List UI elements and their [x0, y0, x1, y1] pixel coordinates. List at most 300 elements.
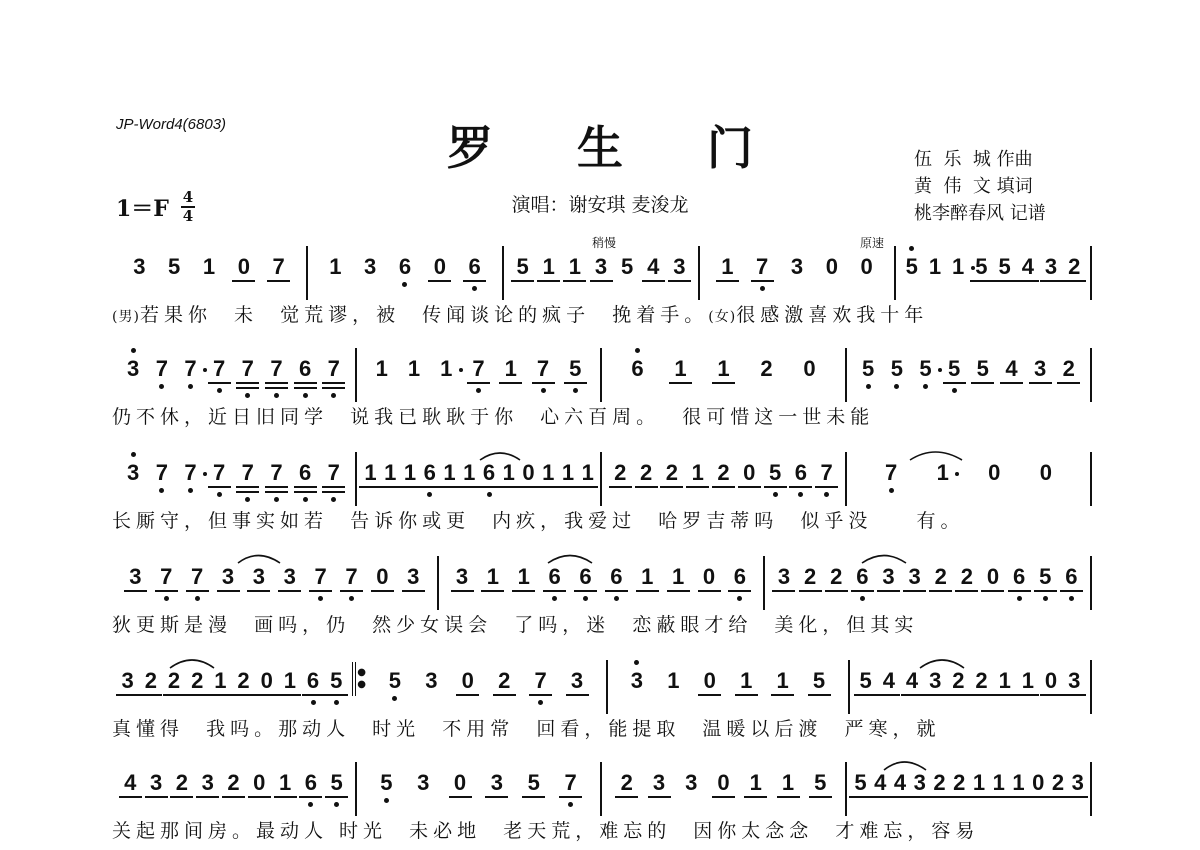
- note: [610, 452, 631, 506]
- note-digit: 1: [463, 460, 476, 485]
- octave-dot-low: [334, 700, 339, 705]
- underline: [668, 280, 691, 282]
- note: [878, 660, 899, 714]
- measure: [850, 660, 1092, 714]
- note-digit: 5: [330, 770, 343, 795]
- underline: [511, 280, 534, 282]
- note-digit: 5: [388, 668, 402, 693]
- note-digit: 3: [685, 770, 698, 795]
- note-digit: 3: [594, 254, 608, 279]
- note: [558, 452, 578, 506]
- note: [1008, 762, 1028, 816]
- underline: [744, 796, 767, 798]
- octave-dot-low: [476, 388, 481, 393]
- note-digit: 0: [988, 460, 1001, 485]
- note-digit: 2: [665, 460, 679, 485]
- note: [971, 246, 992, 300]
- note: [881, 452, 902, 506]
- underline: [948, 796, 970, 798]
- note-digit: 3: [908, 564, 921, 589]
- note-digit: 0: [986, 564, 1000, 589]
- note-digit: 3: [1033, 356, 1047, 381]
- underline: [1040, 280, 1063, 282]
- note-digit: 6: [548, 564, 561, 589]
- underline: [438, 486, 460, 488]
- note: [756, 348, 777, 402]
- underline: [186, 590, 209, 592]
- octave-dot-low: [159, 488, 164, 493]
- note: [371, 348, 392, 402]
- note-digit: 3: [417, 770, 430, 795]
- underline: [1016, 694, 1039, 696]
- note-digit: 2: [227, 770, 240, 795]
- note-digit: 5: [998, 254, 1011, 279]
- lyric-text: 仍不休，近日旧同学 说我已耿耿于你 心六百周。 很可惜这一世未能: [112, 406, 875, 428]
- note: [249, 762, 270, 816]
- note: [1041, 246, 1062, 300]
- score-row: [112, 762, 1092, 846]
- note-digit: 6: [306, 668, 320, 693]
- measure: [357, 452, 602, 506]
- underline: [493, 694, 516, 696]
- underline: [222, 796, 245, 798]
- underline: [517, 486, 539, 488]
- credit-lyricist: 黄 伟 文 填词: [914, 176, 1033, 197]
- note-digit: 1: [384, 460, 397, 485]
- underline: [1040, 694, 1063, 696]
- note: [969, 762, 989, 816]
- note: [125, 556, 146, 610]
- underline: [278, 590, 301, 592]
- note: [956, 556, 977, 610]
- note: [878, 556, 899, 610]
- note-digit: 7: [272, 254, 285, 279]
- note-digit: 1: [952, 254, 965, 279]
- note: [643, 246, 664, 300]
- note-digit: 7: [564, 770, 577, 795]
- underline: [294, 491, 317, 493]
- notes-line: [112, 556, 1092, 610]
- underline: [566, 694, 589, 696]
- octave-dot-high: [131, 348, 136, 353]
- octave-dot-low: [1017, 596, 1022, 601]
- underline: [771, 694, 794, 696]
- measure: [112, 452, 357, 506]
- note-digit: 2: [803, 564, 817, 589]
- note: [1017, 246, 1038, 300]
- note: [564, 246, 585, 300]
- note-digit: 4: [1005, 356, 1018, 381]
- note: [482, 556, 503, 610]
- note: [360, 452, 380, 506]
- underline: [869, 796, 891, 798]
- note-digit: 1: [403, 460, 417, 485]
- note-digit: 4: [905, 668, 919, 693]
- note: [436, 348, 457, 402]
- note: [661, 452, 682, 506]
- underline: [825, 590, 848, 592]
- note: [904, 556, 925, 610]
- underline: [124, 590, 147, 592]
- note: [323, 452, 344, 506]
- note: [606, 556, 627, 610]
- augmentation-dot: [955, 472, 959, 476]
- note-digit: 1: [936, 460, 949, 485]
- underline: [943, 382, 966, 384]
- underline: [636, 590, 659, 592]
- underline: [155, 590, 178, 592]
- underline: [574, 590, 597, 592]
- note: [1064, 246, 1085, 300]
- note: [681, 762, 702, 816]
- underline: [478, 486, 500, 488]
- underline: [209, 694, 232, 696]
- note-digit: 6: [468, 254, 481, 279]
- note-digit: 5: [621, 254, 634, 279]
- underline: [481, 590, 504, 592]
- octave-dot-low: [318, 596, 323, 601]
- note-digit: 7: [213, 460, 226, 485]
- note: [649, 762, 670, 816]
- octave-dot-low: [573, 388, 578, 393]
- notes-line: [112, 348, 1092, 402]
- octave-dot-low: [860, 596, 865, 601]
- note: [717, 246, 738, 300]
- underline: [970, 280, 993, 282]
- note-digit: 3: [129, 564, 142, 589]
- note-digit: 2: [717, 460, 730, 485]
- octave-dot-low: [538, 700, 543, 705]
- note: [310, 556, 331, 610]
- underline: [232, 280, 255, 282]
- underline: [302, 694, 325, 696]
- underline: [947, 694, 970, 696]
- note: [773, 556, 794, 610]
- octave-dot-low: [923, 384, 928, 389]
- note: [538, 246, 559, 300]
- note-digit: 2: [237, 668, 250, 693]
- octave-dot-low: [1043, 596, 1048, 601]
- octave-dot-low: [245, 497, 250, 502]
- underline: [418, 486, 440, 488]
- octave-dot-low: [331, 497, 336, 502]
- note-digit: 7: [241, 356, 254, 381]
- note: [464, 246, 485, 300]
- note: [300, 762, 321, 816]
- underline: [1034, 590, 1057, 592]
- lyric-text: 真懂得 我吗。那动人 时光 不用常 回看，能提取 温暖以后渡 严寒，就: [112, 718, 941, 740]
- note: [403, 556, 424, 610]
- note-digit: 1: [992, 770, 1005, 795]
- underline: [217, 590, 240, 592]
- note-digit: 5: [768, 460, 782, 485]
- underline: [557, 486, 579, 488]
- underline: [1016, 280, 1039, 282]
- note-digit: 7: [756, 254, 769, 279]
- note-digit: 3: [1068, 668, 1081, 693]
- note-digit: 3: [490, 770, 503, 795]
- note: [518, 452, 538, 506]
- underline: [903, 590, 926, 592]
- note-digit: 1: [443, 460, 456, 485]
- lyric-line: [112, 714, 1092, 741]
- note: [295, 452, 316, 506]
- note: [384, 660, 405, 714]
- note-digit: 3: [1071, 770, 1084, 795]
- lyric-text: 关起那间房。最动人 时光 未必地 老天荒，难忘的 因你太念念 才难忘，容易: [112, 820, 980, 842]
- note: [248, 556, 269, 610]
- note-digit: 7: [820, 460, 833, 485]
- measure: [602, 348, 847, 402]
- note-digit: 7: [472, 356, 485, 381]
- note-digit: 1: [641, 564, 654, 589]
- underline: [789, 486, 812, 488]
- underline: [458, 486, 480, 488]
- underline: [1008, 590, 1031, 592]
- note-digit: 5: [814, 770, 827, 795]
- note-digit: 5: [975, 254, 988, 279]
- key-label: 1＝F: [116, 195, 169, 222]
- note: [1058, 348, 1079, 402]
- note: [266, 452, 287, 506]
- score-row: [112, 452, 1092, 536]
- lyric-text: 狄更斯是漫 画吗，仍 然少女误会 了吗，迷 恋蔽眼才给 美化，但其实: [112, 614, 919, 636]
- singer-line: 演唱：谢安琪 麦浚龙: [511, 194, 689, 216]
- note: [809, 660, 830, 714]
- note-digit: 2: [934, 564, 947, 589]
- octave-dot-low: [824, 492, 829, 497]
- note: [816, 452, 837, 506]
- underline: [928, 796, 950, 798]
- note: [323, 348, 344, 402]
- note-digit: 5: [380, 770, 393, 795]
- note: [123, 452, 144, 506]
- underline: [340, 590, 363, 592]
- note: [530, 660, 551, 714]
- note-digit: 6: [1012, 564, 1026, 589]
- voice-label: (女): [708, 309, 737, 325]
- augmentation-dot: [203, 368, 207, 372]
- octave-dot-low: [384, 798, 389, 803]
- measure: [112, 348, 357, 402]
- underline: [467, 382, 490, 384]
- note-digit: 1: [504, 356, 517, 381]
- octave-dot-low: [392, 696, 397, 701]
- note: [826, 556, 847, 610]
- note: [850, 762, 870, 816]
- underline: [564, 382, 587, 384]
- underline: [543, 590, 566, 592]
- underline: [322, 387, 345, 389]
- note-digit: 3: [929, 668, 942, 693]
- note: [856, 246, 877, 300]
- note-digit: 6: [304, 770, 317, 795]
- note: [915, 348, 936, 402]
- underline: [232, 694, 255, 696]
- underline: [532, 382, 555, 384]
- octave-dot-high: [909, 246, 914, 251]
- note: [209, 348, 230, 402]
- note: [736, 660, 757, 714]
- note-digit: 0: [825, 254, 838, 279]
- measure: [504, 246, 700, 300]
- note: [421, 660, 442, 714]
- note: [413, 762, 434, 816]
- note-digit: 7: [191, 564, 204, 589]
- underline: [278, 694, 301, 696]
- note-digit: 3: [1044, 254, 1058, 279]
- note-digit: 1: [214, 668, 227, 693]
- note: [790, 452, 811, 506]
- underline: [322, 486, 345, 488]
- note-digit: 5: [854, 770, 867, 795]
- note: [1017, 660, 1038, 714]
- note: [117, 660, 138, 714]
- octave-dot-low: [245, 393, 250, 398]
- underline: [265, 486, 288, 488]
- note-digit: 5: [948, 356, 961, 381]
- note-digit: 2: [975, 668, 988, 693]
- note-digit: 7: [155, 460, 168, 485]
- note: [1067, 762, 1087, 816]
- note: [279, 556, 300, 610]
- note: [326, 762, 347, 816]
- measure: [608, 660, 850, 714]
- note: [810, 762, 831, 816]
- note: [129, 246, 150, 300]
- note: [325, 246, 346, 300]
- octave-dot-low: [303, 393, 308, 398]
- note: [729, 556, 750, 610]
- underline: [499, 382, 522, 384]
- credit-composer: 伍 乐 城 作曲: [914, 149, 1033, 170]
- underline: [809, 796, 832, 798]
- note: [713, 452, 734, 506]
- note: [984, 452, 1005, 506]
- note-digit: 7: [160, 564, 173, 589]
- octave-dot-low: [568, 802, 573, 807]
- note-digit: 7: [314, 564, 327, 589]
- note: [341, 556, 362, 610]
- note-digit: 2: [1068, 254, 1081, 279]
- underline: [971, 382, 994, 384]
- note: [616, 762, 637, 816]
- underline: [993, 694, 1016, 696]
- note: [890, 762, 910, 816]
- note-digit: 7: [184, 460, 197, 485]
- note-digit: 3: [221, 564, 235, 589]
- note-digit: 1: [740, 668, 753, 693]
- underline: [299, 796, 322, 798]
- note: [901, 246, 922, 300]
- notes-line: [112, 246, 1092, 300]
- note: [668, 556, 689, 610]
- underline: [322, 491, 345, 493]
- underline: [119, 796, 142, 798]
- underline: [924, 694, 947, 696]
- underline: [325, 796, 348, 798]
- octave-dot-low: [541, 388, 546, 393]
- note: [948, 660, 969, 714]
- underline: [735, 694, 758, 696]
- note: [140, 660, 161, 714]
- note-digit: 2: [191, 668, 204, 693]
- note-digit: 6: [298, 460, 312, 485]
- note-digit: 6: [298, 356, 312, 381]
- underline: [529, 694, 552, 696]
- note-digit: 7: [184, 356, 197, 381]
- note: [494, 660, 515, 714]
- note: [233, 660, 254, 714]
- note-digit: 1: [691, 460, 704, 485]
- note: [713, 762, 734, 816]
- octave-dot-low: [472, 286, 477, 291]
- underline: [889, 796, 911, 798]
- note-digit: 2: [952, 668, 965, 693]
- note-digit: 3: [425, 668, 438, 693]
- note: [1064, 660, 1085, 714]
- note: [932, 452, 953, 506]
- note: [538, 452, 558, 506]
- note-digit: 3: [630, 668, 644, 693]
- underline: [265, 387, 288, 389]
- measure: [896, 246, 1092, 300]
- lyric-line: [112, 300, 1092, 327]
- note: [929, 762, 949, 816]
- underline: [163, 694, 186, 696]
- underline: [325, 694, 348, 696]
- note: [394, 246, 415, 300]
- lyric-line: [112, 816, 1092, 843]
- underline: [236, 382, 259, 384]
- note-digit: 0: [717, 770, 730, 795]
- underline: [851, 590, 874, 592]
- note: [512, 246, 533, 300]
- note: [513, 556, 534, 610]
- augmentation-dot: [938, 368, 942, 372]
- note-digit: 3: [121, 668, 134, 693]
- note-digit: 1: [749, 770, 762, 795]
- note-digit: 2: [960, 564, 973, 589]
- octave-dot-low: [349, 596, 354, 601]
- score-row: [112, 348, 1092, 432]
- note-digit: 2: [167, 668, 181, 693]
- octave-dot-low: [798, 492, 803, 497]
- lyric-text: 长厮守，但事实如若 告诉你或更 内疚，我爱过 哈罗吉蒂吗 似乎没 有。: [112, 510, 965, 532]
- note: [279, 660, 300, 714]
- note: [699, 660, 720, 714]
- note-digit: 1: [329, 254, 342, 279]
- note: [210, 660, 231, 714]
- underline: [563, 280, 586, 282]
- note: [617, 246, 638, 300]
- underline: [772, 590, 795, 592]
- note-digit: 0: [253, 770, 266, 795]
- time-bottom: 4: [182, 207, 194, 225]
- octave-dot-low: [1069, 596, 1074, 601]
- note: [376, 762, 397, 816]
- measure: [602, 762, 847, 816]
- note: [687, 452, 708, 506]
- note-digit: 1: [776, 668, 789, 693]
- underline: [537, 486, 559, 488]
- note-digit: 2: [144, 668, 157, 693]
- credits: [914, 146, 1046, 227]
- underline: [648, 796, 671, 798]
- note-digit: 7: [213, 356, 226, 381]
- note-digit: 2: [1051, 770, 1065, 795]
- note-digit: 1: [1012, 770, 1025, 795]
